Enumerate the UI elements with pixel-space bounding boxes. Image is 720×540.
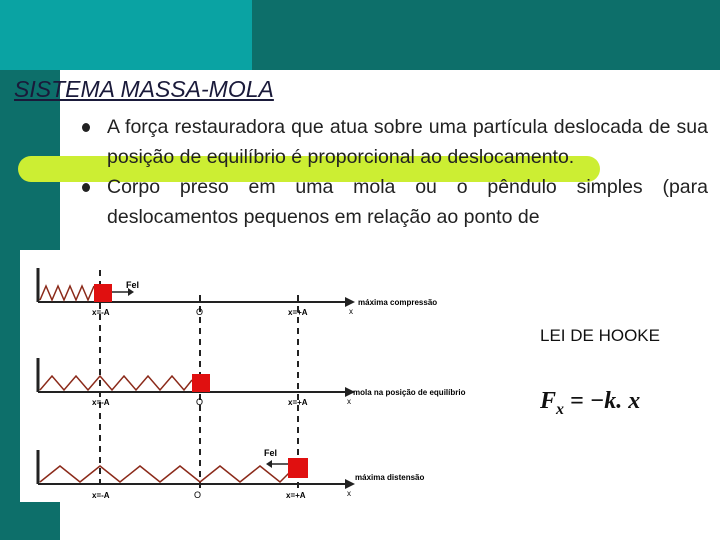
- axis-label-x: x: [349, 307, 353, 316]
- axis-label-x: x: [347, 489, 351, 498]
- label-plus-a: x=+A: [288, 308, 308, 317]
- bullet-text-1: A força restauradora que atua sobre uma partícula deslocada de sua posição de equilíbrio é proporcional ao deslocamento.: [107, 116, 708, 168]
- diagram-svg: [20, 250, 513, 502]
- spring-extended: [40, 466, 290, 482]
- hooke-formula: [540, 388, 640, 419]
- label-minus-a: x=-A: [92, 308, 110, 317]
- bullet-item-2: [82, 172, 708, 232]
- background-teal-dark: [252, 0, 720, 70]
- label-plus-a: x=+A: [286, 491, 306, 500]
- force-arrow-icon: [266, 460, 272, 468]
- row-extension: [38, 448, 424, 500]
- bullet-list: [82, 112, 708, 232]
- row-compression: [38, 268, 437, 317]
- bullet-item-1: [82, 112, 708, 172]
- row-equilibrium: [38, 358, 466, 407]
- spring-compressed: [40, 286, 94, 300]
- formula-subscript: x: [556, 400, 565, 418]
- label-minus-a: x=-A: [92, 398, 110, 407]
- spring-equilibrium: [40, 376, 192, 390]
- formula-lhs: F: [540, 388, 557, 414]
- force-label: Fel: [126, 280, 140, 290]
- label-origin: O: [196, 397, 204, 407]
- background-teal-light: [0, 0, 252, 70]
- bullet-text-2: Corpo preso em uma mola ou o pêndulo simples (para deslocamentos pequenos em relação ao ponto de: [107, 176, 708, 228]
- label-origin: O: [196, 307, 204, 317]
- force-label: Fel: [264, 448, 278, 458]
- hooke-law-label: LEI DE HOOKE: [540, 326, 660, 345]
- bullet-icon: [82, 183, 90, 192]
- spring-mass-diagram: [20, 250, 513, 502]
- bullet-icon: [82, 123, 90, 132]
- row-caption: máxima distensão: [355, 473, 425, 482]
- mass-block: [288, 458, 308, 478]
- row-caption: mola na posição de equilíbrio: [353, 388, 466, 397]
- label-minus-a: x=-A: [92, 491, 110, 500]
- formula-rhs: = −k. x: [564, 388, 641, 414]
- mass-block: [192, 374, 210, 392]
- slide-title: SISTEMA MASSA-MOLA: [14, 76, 274, 102]
- label-origin: O: [194, 490, 202, 500]
- axis-arrow-icon: [345, 479, 355, 489]
- label-plus-a: x=+A: [288, 398, 308, 407]
- row-caption: máxima compressão: [358, 298, 438, 307]
- axis-label-x: x: [347, 397, 351, 406]
- mass-block: [94, 284, 112, 302]
- axis-arrow-icon: [345, 297, 355, 307]
